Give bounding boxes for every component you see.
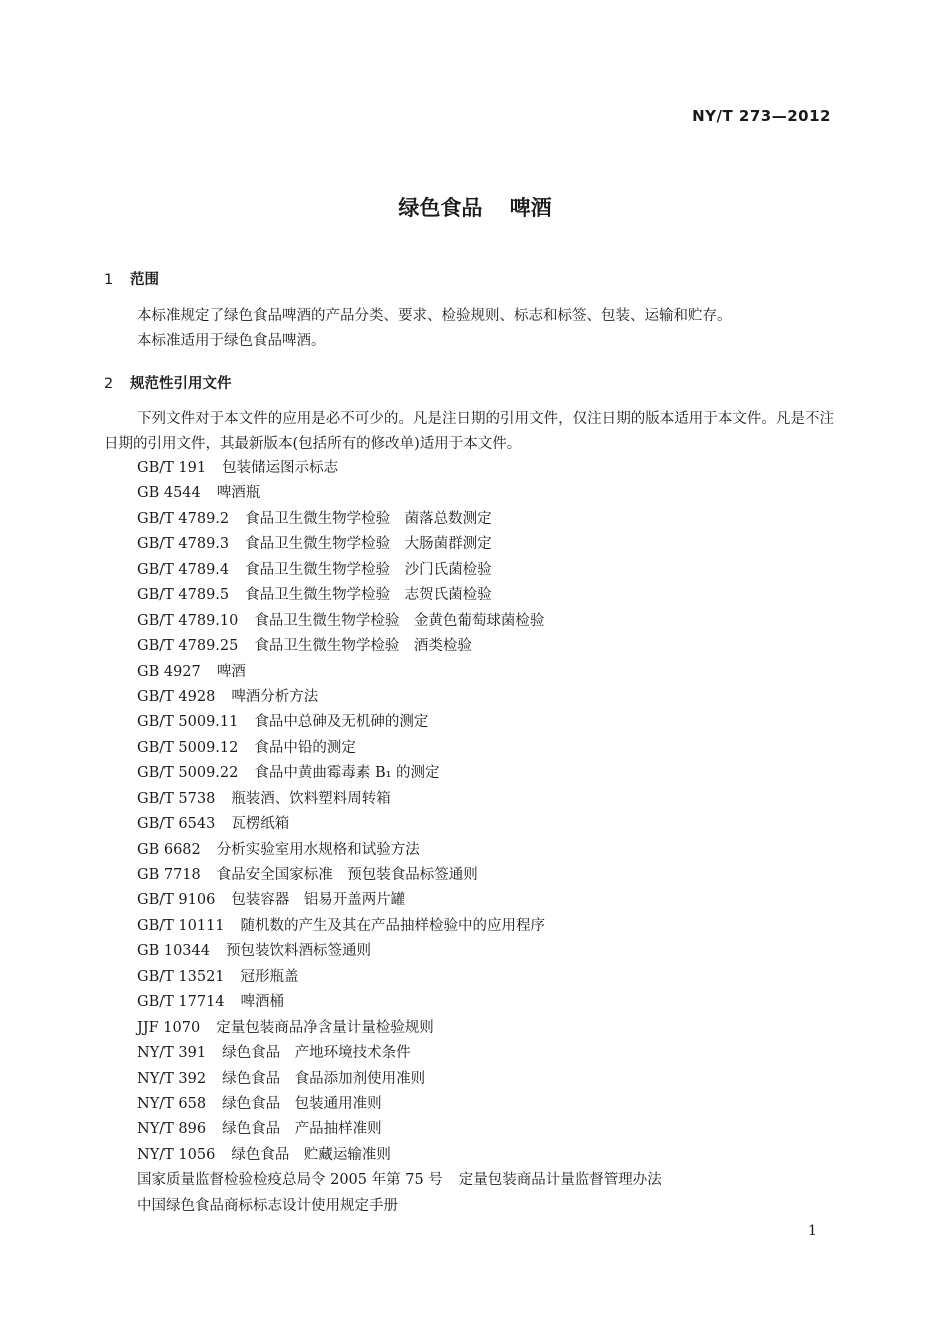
reference-code: GB/T 4789.25 — [137, 638, 239, 655]
reference-item — [137, 1041, 662, 1066]
reference-item — [137, 939, 662, 964]
reference-item — [137, 1143, 662, 1168]
reference-code: GB/T 10111 — [137, 917, 225, 934]
reference-code: GB/T 17714 — [137, 994, 225, 1011]
reference-item — [137, 863, 662, 888]
reference-item — [137, 481, 662, 506]
reference-item — [137, 634, 662, 659]
reference-code: JJF 1070 — [137, 1019, 201, 1036]
reference-code: GB/T 4789.5 — [137, 587, 230, 604]
reference-item — [137, 507, 662, 532]
reference-code: NY/T 896 — [137, 1121, 207, 1138]
reference-title: 定量包装商品计量监督管理办法 — [458, 1172, 662, 1189]
reference-list — [137, 456, 662, 1219]
reference-code: GB/T 5009.11 — [137, 714, 239, 731]
reference-code: GB/T 4789.2 — [137, 510, 230, 527]
reference-code: GB/T 13521 — [137, 968, 225, 985]
reference-code: 中国绿色食品商标标志设计使用规定手册 — [137, 1197, 398, 1214]
reference-title: 绿色食品 产品抽样准则 — [222, 1121, 382, 1138]
section-1-line-1: 本标准规定了绿色食品啤酒的产品分类、要求、检验规则、标志和标签、包装、运输和贮存。 — [137, 308, 732, 324]
reference-item — [137, 787, 662, 812]
reference-code: GB/T 4789.4 — [137, 561, 230, 578]
reference-title: 绿色食品 贮藏运输准则 — [231, 1146, 391, 1163]
reference-title: 绿色食品 食品添加剂使用准则 — [222, 1070, 426, 1087]
reference-title: 包装储运图示标志 — [222, 460, 339, 476]
reference-code: GB/T 4928 — [137, 688, 216, 705]
reference-title: 食品中铅的测定 — [254, 739, 356, 756]
section-2-title: 规范性引用文件 — [130, 376, 232, 392]
reference-code: GB/T 5009.12 — [137, 739, 239, 756]
reference-title: 绿色食品 产地环境技术条件 — [222, 1045, 411, 1062]
section-2-intro: 下列文件对于本文件的应用是必不可少的。凡是注日期的引用文件，仅注日期的版本适用于本文件。凡是不注日期的引用文件，其最新版本(包括所有的修改单)适用于本文件。 — [104, 411, 834, 452]
reference-code: NY/T 391 — [137, 1045, 207, 1062]
reference-item — [137, 710, 662, 735]
reference-code: GB/T 6543 — [137, 816, 216, 833]
reference-code: GB 4544 — [137, 485, 201, 502]
reference-code: GB/T 5009.22 — [137, 765, 239, 782]
reference-item — [137, 609, 662, 634]
reference-code: NY/T 392 — [137, 1070, 207, 1087]
reference-item — [137, 1194, 662, 1219]
reference-title: 冠形瓶盖 — [240, 968, 299, 985]
reference-title: 分析实验室用水规格和试验方法 — [216, 841, 420, 858]
reference-title: 食品卫生微生物学检验 志贺氏菌检验 — [245, 587, 492, 604]
reference-title: 瓶装酒、饮料塑料周转箱 — [231, 790, 391, 807]
reference-title: 食品安全国家标准 预包装食品标签通则 — [216, 867, 478, 883]
reference-item — [137, 838, 662, 863]
reference-code: GB/T 191 — [137, 460, 207, 476]
section-1-number: 1 — [104, 272, 114, 288]
reference-item — [137, 558, 662, 583]
reference-item — [137, 736, 662, 761]
reference-code: GB/T 4789.3 — [137, 536, 230, 553]
reference-title: 啤酒 — [216, 663, 246, 680]
section-2-number: 2 — [104, 376, 114, 392]
reference-code: GB 6682 — [137, 841, 201, 858]
reference-code: GB 4927 — [137, 663, 201, 680]
reference-item — [137, 812, 662, 837]
reference-item — [137, 685, 662, 710]
section-2-heading — [104, 372, 232, 393]
document-title — [0, 192, 950, 222]
reference-title: 包装容器 铝易开盖两片罐 — [231, 892, 406, 909]
reference-item — [137, 1067, 662, 1092]
reference-item — [137, 1016, 662, 1041]
reference-item — [137, 1092, 662, 1117]
reference-title: 啤酒瓶 — [216, 485, 261, 502]
title-part-2: 啤酒 — [509, 196, 552, 220]
reference-title: 绿色食品 包装通用准则 — [222, 1095, 382, 1112]
reference-title: 预包装饮料酒标签通则 — [225, 943, 371, 960]
reference-item — [137, 1117, 662, 1142]
reference-title: 食品卫生微生物学检验 金黄色葡萄球菌检验 — [254, 612, 545, 629]
reference-item — [137, 1168, 662, 1193]
title-part-1: 绿色食品 — [398, 196, 483, 220]
reference-title: 食品卫生微生物学检验 菌落总数测定 — [245, 510, 492, 527]
reference-item — [137, 914, 662, 939]
reference-item — [137, 888, 662, 913]
reference-code: NY/T 1056 — [137, 1146, 216, 1163]
reference-title: 啤酒桶 — [240, 994, 285, 1011]
section-1-title: 范围 — [130, 272, 159, 288]
reference-title: 食品卫生微生物学检验 沙门氏菌检验 — [245, 561, 492, 578]
reference-title: 啤酒分析方法 — [231, 688, 319, 705]
reference-code: GB/T 5738 — [137, 790, 216, 807]
reference-item — [137, 583, 662, 608]
page-number: 1 — [808, 1223, 817, 1239]
reference-item — [137, 456, 662, 481]
reference-title: 食品卫生微生物学检验 大肠菌群测定 — [245, 536, 492, 553]
reference-title: 食品中黄曲霉毒素 B₁ 的测定 — [254, 765, 440, 782]
reference-title: 瓦楞纸箱 — [231, 816, 290, 833]
reference-title: 随机数的产生及其在产品抽样检验中的应用程序 — [240, 917, 546, 934]
reference-item — [137, 660, 662, 685]
reference-code: GB 10344 — [137, 943, 210, 960]
standard-code: NY/T 273—2012 — [692, 107, 831, 125]
reference-item — [137, 965, 662, 990]
section-1-line-2: 本标准适用于绿色食品啤酒。 — [137, 333, 326, 349]
reference-code: NY/T 658 — [137, 1095, 207, 1112]
reference-code: GB/T 4789.10 — [137, 612, 239, 629]
reference-title: 食品卫生微生物学检验 酒类检验 — [254, 638, 472, 655]
section-1-heading — [104, 268, 159, 289]
reference-item — [137, 761, 662, 786]
reference-item — [137, 532, 662, 557]
reference-code: GB/T 9106 — [137, 892, 216, 909]
reference-title: 定量包装商品净含量计量检验规则 — [216, 1019, 434, 1036]
reference-item — [137, 990, 662, 1015]
reference-code: 国家质量监督检验检疫总局令 2005 年第 75 号 — [137, 1172, 443, 1189]
reference-title: 食品中总砷及无机砷的测定 — [254, 714, 429, 731]
reference-code: GB 7718 — [137, 867, 201, 883]
